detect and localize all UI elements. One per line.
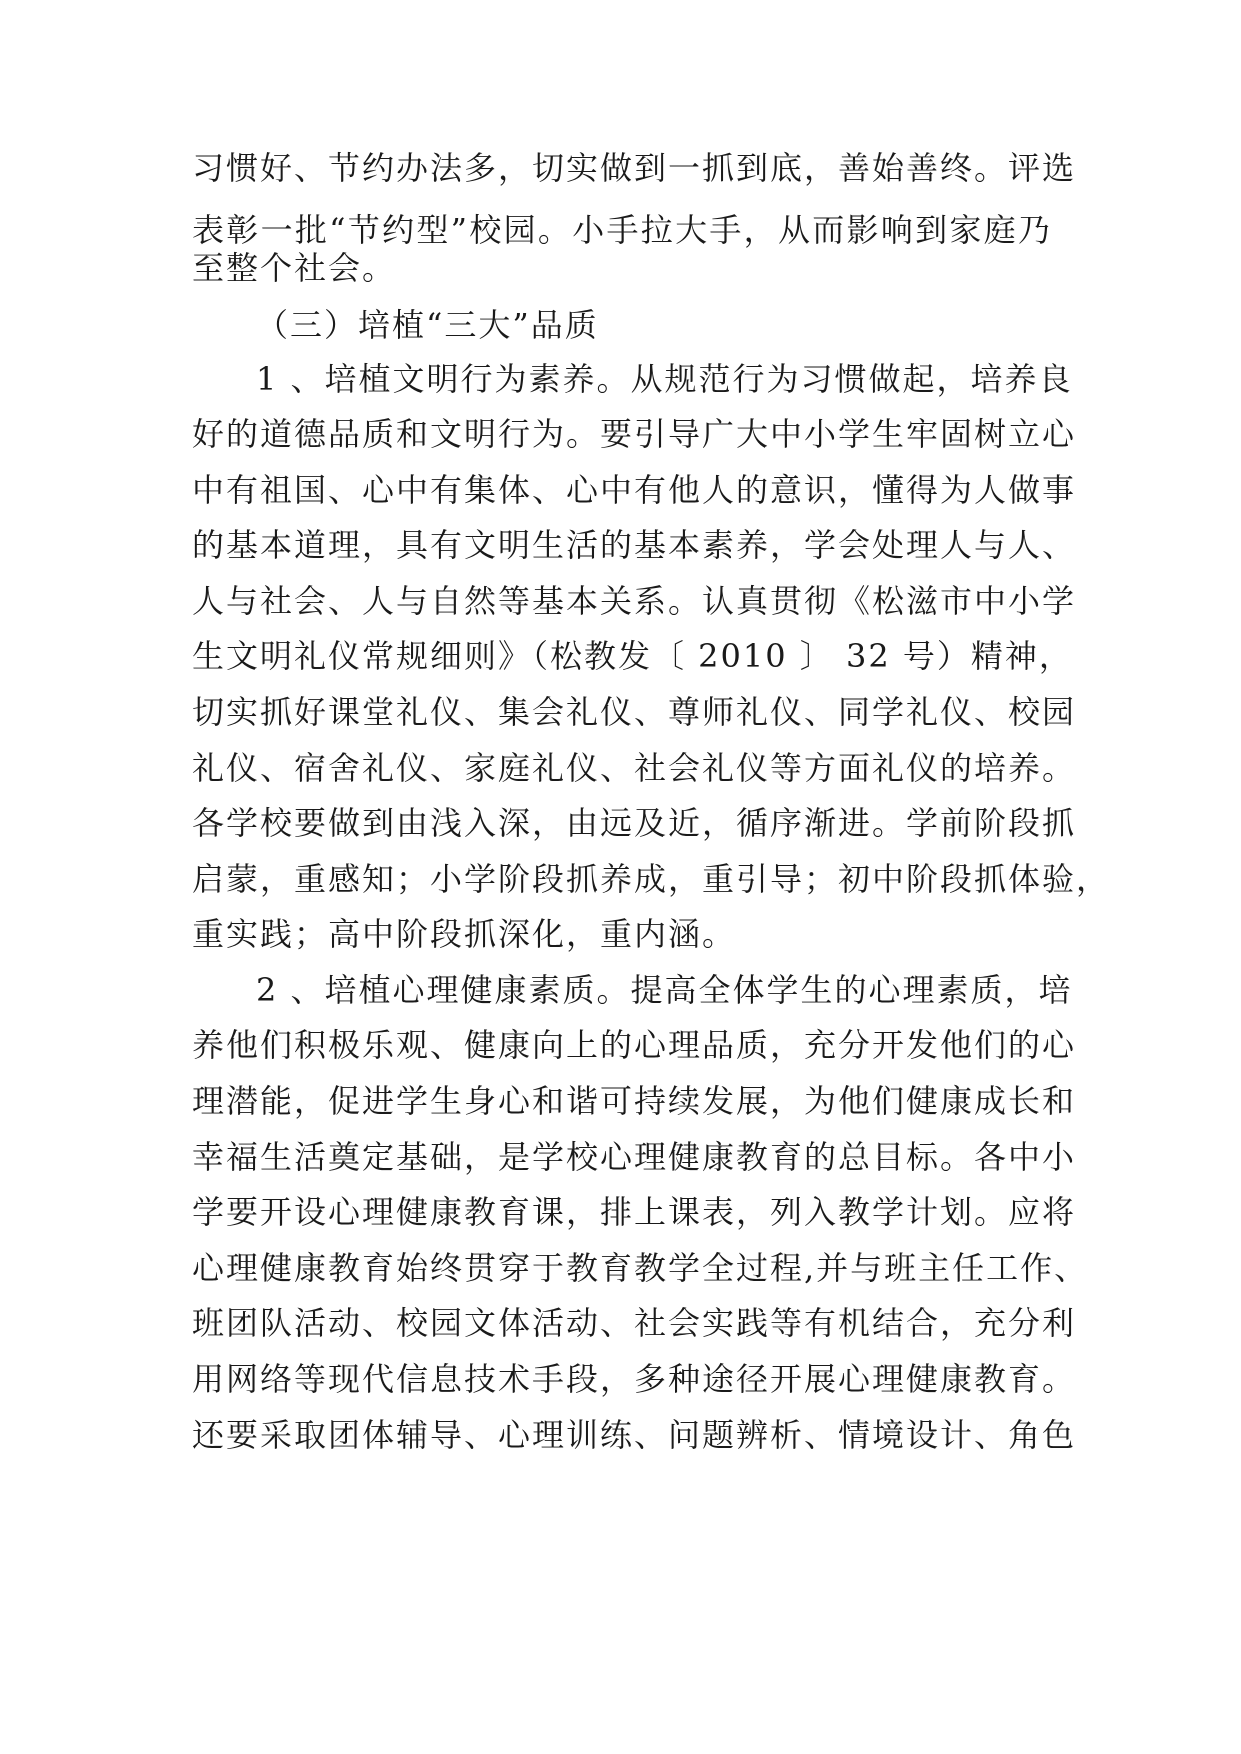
text-line: 1 、培植文明行为素养。从规范行为习惯做起，培养良 [256, 360, 1073, 398]
text-line: 中有祖国、心中有集体、心中有他人的意识，懂得为人做事 [192, 471, 1077, 509]
text-line: 各学校要做到由浅入深，由远及近，循序渐进。学前阶段抓 [192, 804, 1077, 842]
text-line: 好的道德品质和文明行为。要引导广大中小学生牢固树立心 [192, 415, 1077, 453]
text-line: 表彰一批“节约型”校园。小手拉大手，从而影响到家庭乃 [192, 211, 1052, 249]
text-line: 切实抓好课堂礼仪、集会礼仪、尊师礼仪、同学礼仪、校园 [192, 693, 1077, 731]
section-heading: （三）培植“三大”品质 [256, 306, 599, 344]
text-line: 礼仪、宿舍礼仪、家庭礼仪、社会礼仪等方面礼仪的培养。 [192, 749, 1077, 787]
text-line: 还要采取团体辅导、心理训练、问题辨析、情境设计、角色 [192, 1416, 1077, 1454]
text-line: 生文明礼仪常规细则》（松教发〔 2010 〕 32 号）精神， [192, 637, 1073, 675]
text-line: 人与社会、人与自然等基本关系。认真贯彻《松滋市中小学 [192, 582, 1077, 620]
text-line: 启蒙，重感知；小学阶段抓养成，重引导；初中阶段抓体验， [192, 860, 1111, 898]
text-line: 至整个社会。 [192, 249, 397, 287]
text-line: 班团队活动、校园文体活动、社会实践等有机结合，充分利 [192, 1304, 1077, 1342]
text-line: 心理健康教育始终贯穿于教育教学全过程,并与班主任工作、 [192, 1249, 1089, 1287]
text-line: 习惯好、节约办法多，切实做到一抓到底，善始善终。评选 [192, 149, 1077, 187]
text-line: 养他们积极乐观、健康向上的心理品质，充分开发他们的心 [192, 1026, 1077, 1064]
text-line: 学要开设心理健康教育课，排上课表，列入教学计划。应将 [192, 1193, 1077, 1231]
text-line: 用网络等现代信息技术手段，多种途径开展心理健康教育。 [192, 1360, 1077, 1398]
text-line: 重实践；高中阶段抓深化，重内涵。 [192, 915, 737, 953]
text-line: 2 、培植心理健康素质。提高全体学生的心理素质，培 [256, 971, 1073, 1009]
text-line: 理潜能，促进学生身心和谐可持续发展，为他们健康成长和 [192, 1082, 1077, 1120]
text-line: 幸福生活奠定基础，是学校心理健康教育的总目标。各中小 [192, 1138, 1077, 1176]
text-line: 的基本道理，具有文明生活的基本素养，学会处理人与人、 [192, 526, 1077, 564]
